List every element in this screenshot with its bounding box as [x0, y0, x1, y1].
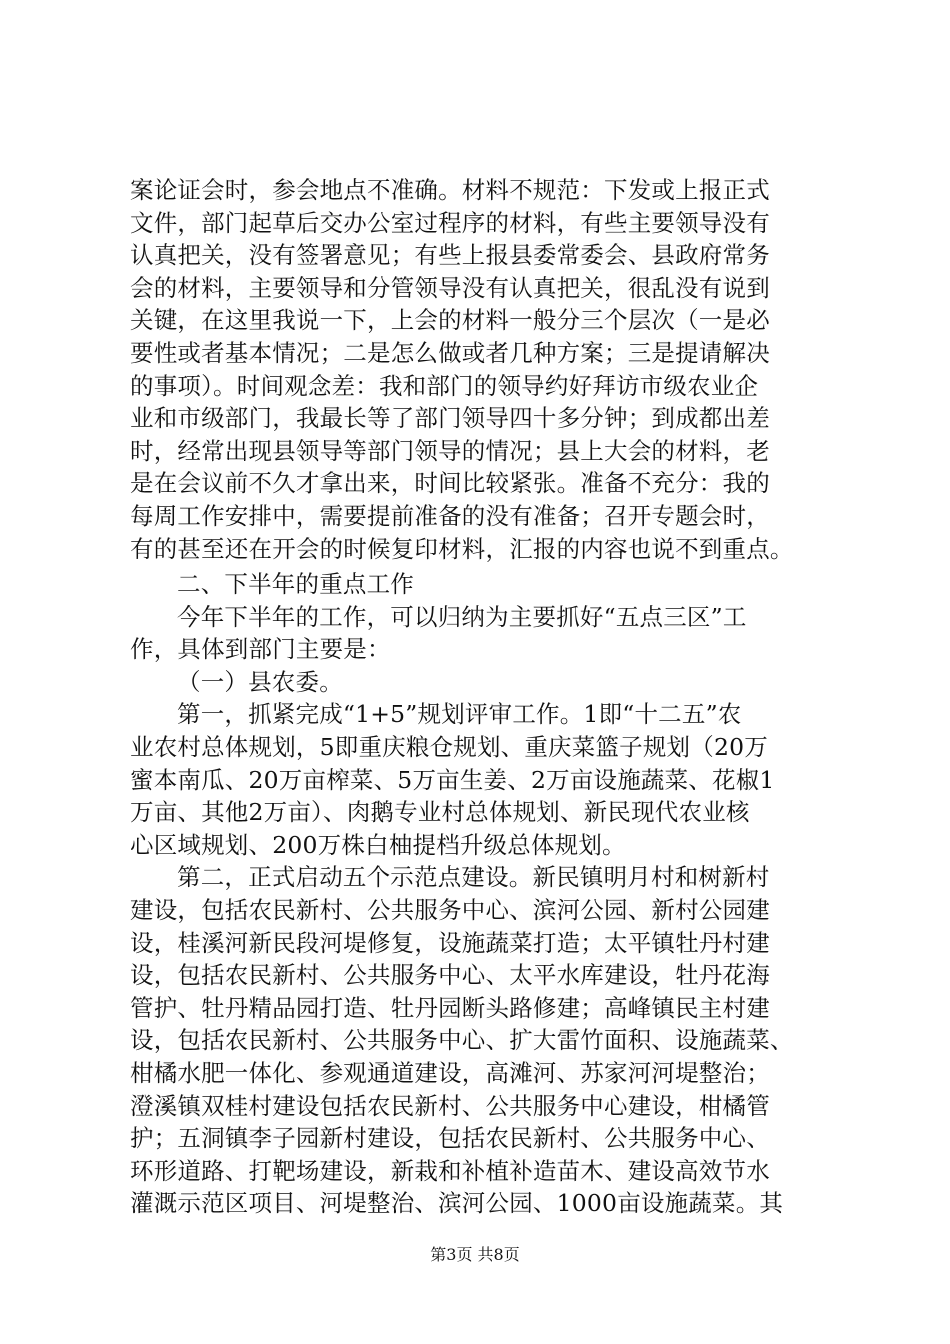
text-line: 会的材料，主要领导和分管领导没有认真把关，很乱没有说到 [130, 273, 770, 302]
text-line: 澄溪镇双桂村建设包括农民新村、公共服务中心建设，柑橘管 [130, 1091, 770, 1120]
text-line: 作，具体到部门主要是： [130, 635, 391, 664]
text-line: 业和市级部门，我最长等了部门领导四十多分钟；到成都出差 [130, 404, 770, 433]
page-number-footer: 第3页 共8页 [430, 1245, 520, 1264]
text-line: 设，包括农民新村、公共服务中心、太平水库建设，牡丹花海 [130, 961, 770, 990]
text-line: 有的甚至还在开会的时候复印材料，汇报的内容也说不到重点。 [130, 534, 794, 563]
text-line: 设，包括农民新村、公共服务中心、扩大雷竹面积、设施蔬菜、 [130, 1026, 794, 1055]
text-line: 文件，部门起草后交办公室过程序的材料，有些主要领导没有 [130, 208, 770, 237]
text-line: 柑橘水肥一体化、参观通道建设，高滩河、苏家河河堤整治； [130, 1058, 770, 1087]
text-line: 关键，在这里我说一下，上会的材料一般分三个层次（一是必 [130, 306, 770, 335]
text-line: 要性或者基本情况；二是怎么做或者几种方案；三是提请解决 [130, 338, 770, 367]
text-line: 管护、牡丹精品园打造、牡丹园断头路修建；高峰镇民主村建 [130, 993, 770, 1022]
section-key-work [130, 568, 850, 1220]
text-line: 环形道路、打靶场建设，新栽和补植补造苗木、建设高效节水 [130, 1156, 770, 1185]
text-line: 案论证会时，参会地点不准确。材料不规范：下发或上报正式 [130, 176, 770, 204]
text-line: 时，经常出现县领导等部门领导的情况；县上大会的材料，老 [130, 436, 770, 465]
text-line: 每周工作安排中，需要提前准备的没有准备；召开专题会时， [130, 501, 770, 530]
text-line: 心区域规划、200万株白柚提档升级总体规划。 [130, 830, 626, 859]
text-line: 建设，包括农民新村、公共服务中心、滨河公园、新村公园建 [130, 895, 770, 924]
paragraph-problems [130, 174, 850, 565]
text-line: 今年下半年的工作，可以归纳为主要抓好“五点三区”工 [177, 602, 747, 631]
text-line: 的事项）。时间观念差：我和部门的领导约好拜访市级农业企 [130, 371, 759, 400]
text-line: 设，桂溪河新民段河堤修复，设施蔬菜打造；太平镇牡丹村建 [130, 928, 770, 957]
subheading: （一）县农委。 [177, 667, 343, 696]
text-line: 第一，抓紧完成“1+5”规划评审工作。1即“十二五”农 [177, 700, 742, 729]
text-line: 认真把关，没有签署意见；有些上报县委常委会、县政府常务 [130, 241, 770, 270]
text-line: 蜜本南瓜、20万亩榨菜、5万亩生姜、2万亩设施蔬菜、花椒1 [130, 765, 775, 794]
section-heading: 二、下半年的重点工作 [177, 570, 414, 598]
text-line: 护；五洞镇李子园新村建设，包括农民新村、公共服务中心、 [130, 1124, 770, 1153]
text-line: 业农村总体规划，5即重庆粮仓规划、重庆菜篮子规划（20万 [130, 732, 768, 761]
text-line: 万亩、其他2万亩）、肉鹅专业村总体规划、新民现代农业核 [130, 798, 750, 827]
text-line: 灌溉示范区项目、河堤整治、滨河公园、1000亩设施蔬菜。其 [130, 1189, 784, 1218]
text-line: 第二，正式启动五个示范点建设。新民镇明月村和树新村 [177, 863, 770, 892]
text-line: 是在会议前不久才拿出来，时间比较紧张。准备不充分：我的 [130, 469, 770, 498]
